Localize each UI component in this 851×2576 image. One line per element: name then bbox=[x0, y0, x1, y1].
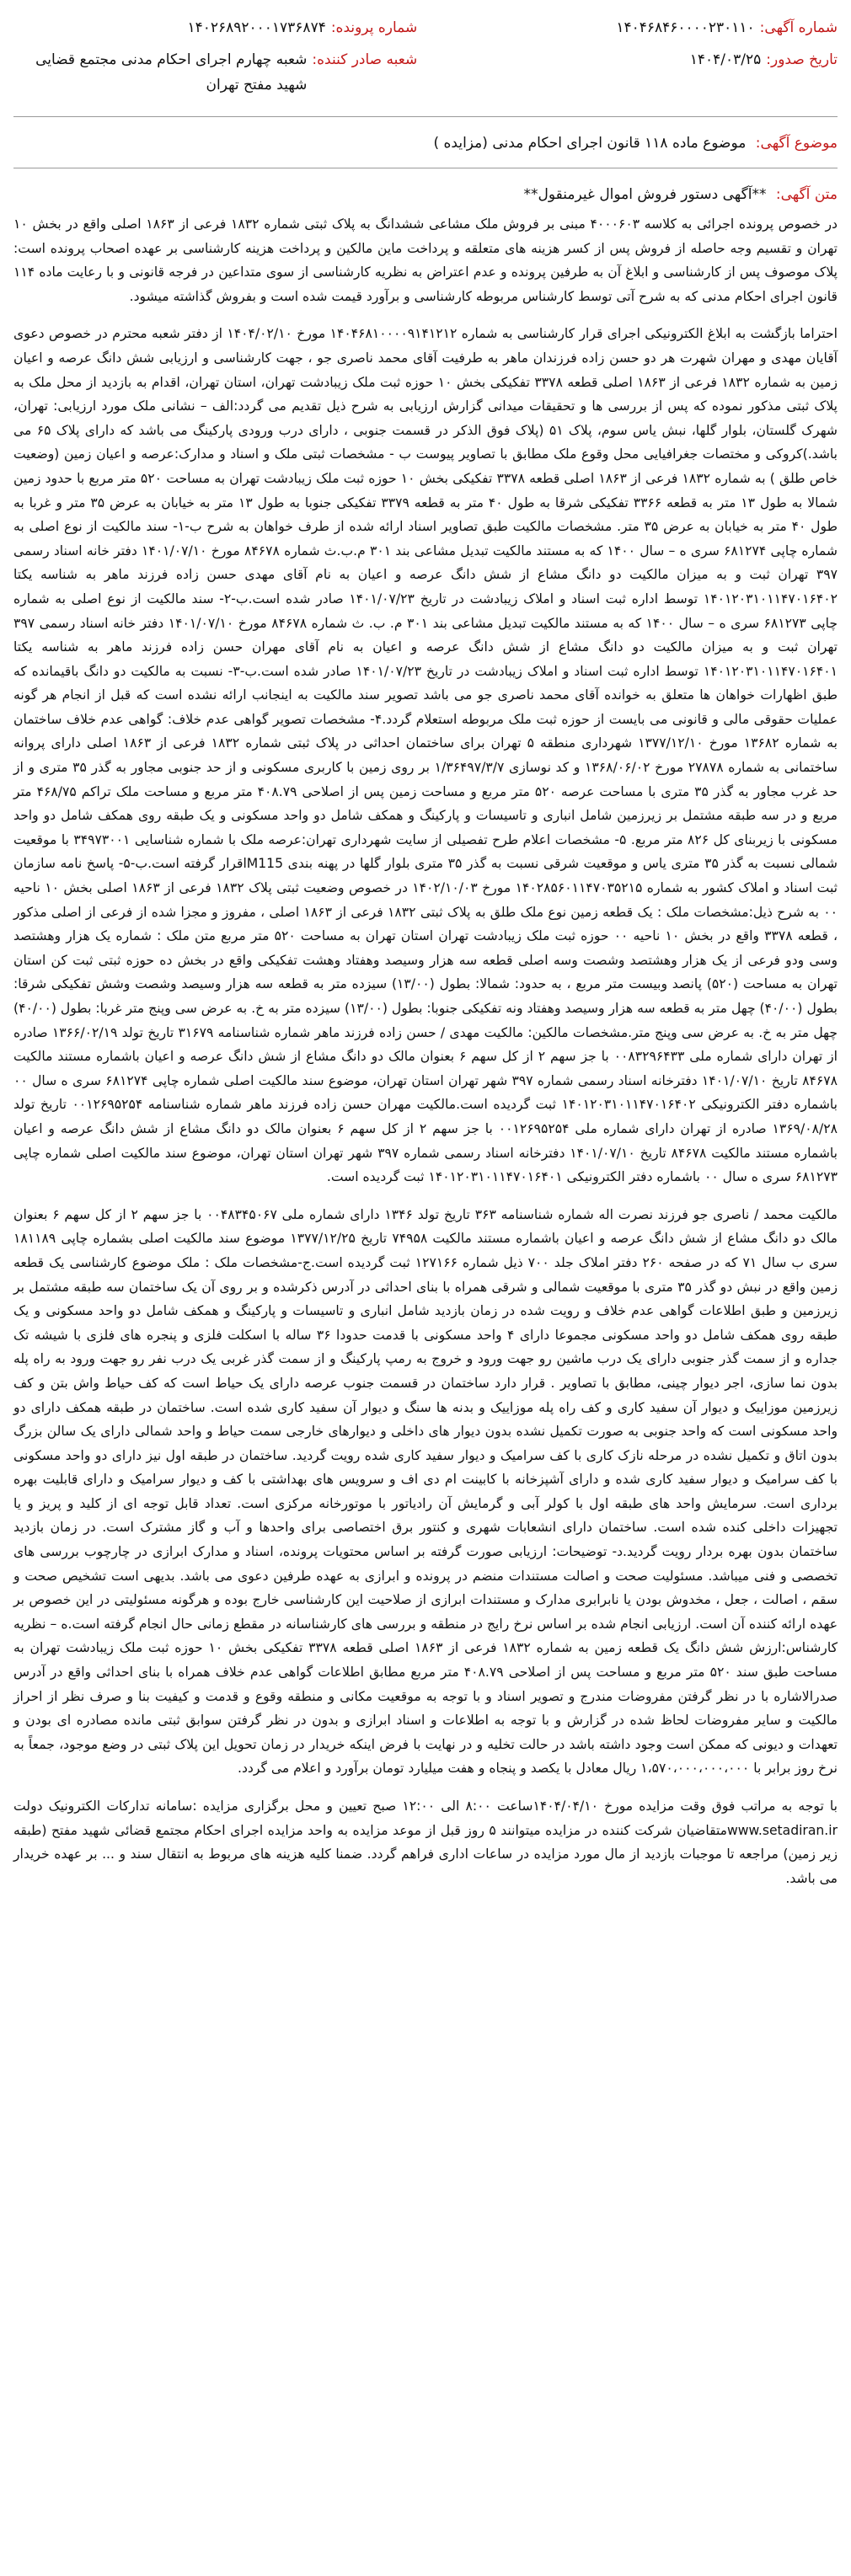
case-number-label: شماره پرونده: bbox=[330, 19, 418, 36]
paragraph-intro: در خصوص پرونده اجرائی به کلاسه ۴۰۰۰۶۰۳ مبنی بر فروش ملک مشاعی ششدانگ به پلاک ثبتی شماره ۱۸۳۲ فرعی از ۱۸۶۳ اصلی واقع در بخش ۱۰ تهران و تقسیم وجه حاصله از فروش پس از کسر هزینه های متعلقه و پرداخت ماین مالکین و پرداخت هزینه کارشناسی بر عهده اصحاب پرونده است: پلاک موصوف پس از کارشناسی و ابلاغ آن به طرفین پرونده و عدم اعتراض به نظریه کارشناسی از سوی متداعین در فرجه قانونی و با رعایت ماده ۱۱۴ قانون اجرای احکام مدنی که به شرح آتی توسط کارشناس مربوطه کارشناسی و برآورد قیمت شده است و بفروش گذاشته میشود. bbox=[13, 216, 838, 304]
issue-date-row bbox=[434, 47, 838, 72]
subject-row bbox=[13, 131, 838, 156]
issuing-branch: شعبه چهارم اجرای احکام مدنی مجتمع قضایی شهید مفتح تهران bbox=[35, 51, 308, 94]
ad-number-row bbox=[434, 15, 838, 40]
case-number-row bbox=[13, 15, 417, 40]
body-heading-value: **آگهی دستور فروش اموال غیرمنقول** bbox=[523, 186, 767, 203]
paragraph-expert-report: احتراما بازگشت به ابلاغ الکترونیکی اجرای قرار کارشناسی به شماره ۱۴۰۴۶۸۱۰۰۰۰۹۱۴۱۲۱۲ مورخ ۱۴۰۴/۰۲/۱۰ از دفتر شعبه محترم در خصوص دعوی آقایان مهدی و مهران شهرت هر دو حسن زاده فرزندان ماهر به طرفیت آقای محمد ناصری جو ، جهت کارشناسی و ارزیابی شش دانگ عرصه و اعیان زمین به شماره ۱۸۳۲ فرعی از ۱۸۶۳ اصلی قطعه ۳۳۷۸ تفکیکی بخش ۱۰ حوزه ثبت ملک زیبادشت تهران، استان تهران، اقدام به بازدید از محل ملک به پلاک ثبتی مذکور نموده که پس از بررسی ها و تحقیقات میدانی گزارش ارزیابی به شرح ذیل تقدیم می گردد:الف – نشانی ملک مورد ارزیابی: تهران، شهرک گلستان، بلوار گلها، نبش یاس سوم، پلاک ۵۱ (پلاک فوق الذکر در قسمت جنوبی ، دارای درب ورودی پارکینگ می باشد که دارای پلاک ۶۵ می باشد.)کروکی و مختصات جغرافیایی محل وقوع ملک مطابق با تصاویر پیوست ب - مشخصات ثبتی ملک و اسناد و مدارک:عرصه و اعیان زمین (وضعیت خاص طلق ) به شماره ۱۸۳۲ فرعی از ۱۸۶۳ اصلی قطعه ۳۳۷۸ تفکیکی بخش ۱۰ حوزه ثبت ملک زیبادشت تهران به مساحت ۵۲۰ متر مربع با حدود زمین شمالا به طول ۱۳ متر به قطعه ۳۳۶۶ تفکیکی شرقا به طول ۴۰ متر به قطعه ۳۳۷۹ تفکیکی جنوبا به طول ۱۳ متر به خیابان به عرض ۳۵ متر و غربا به طول ۴۰ متر به خیابان به عرض ۳۵ متر. مشخصات مالکیت طبق تصاویر اسناد ارائه شده از طرف خواهان به شرح ب-۱- سند مالکیت از نوع اصلی به شماره چاپی ۶۸۱۲۷۴ سری ه – سال ۱۴۰۰ که به مستند مالکیت تبدیل مشاعی بند ۳۰۱ م.ب.ث شماره ۸۴۶۷۸ مورخ ۱۴۰۱/۰۷/۱۰ دفتر خانه اسناد رسمی ۳۹۷ تهران ثبت و به میزان مالکیت دو دانگ مشاع از شش دانگ عرصه و اعیان به نام آقای مهدی حسن زاده فرزند ماهر به شناسه یکتا ۱۴۰۱۲۰۳۱۰۱۱۴۷۰۱۶۴۰۲ توسط اداره ثبت اسناد و املاک زیبادشت در تاریخ ۱۴۰۱/۰۷/۲۳ صادر شده است.ب-۲- سند مالکیت از نوع اصلی به شماره چاپی ۶۸۱۲۷۳ سری ه – سال ۱۴۰۰ که به مستند مالکیت تبدیل مشاعی بند ۳۰۱ م. ب. ث شماره ۸۴۶۷۸ مورخ ۱۴۰۱/۰۷/۱۰ دفتر خانه اسناد رسمی ۳۹۷ تهران ثبت و به میزان مالکیت دو دانگ مشاع از شش دانگ عرصه و اعیان به نام آقای مهران حسن زاده فرزند ماهر به شناسه یکتا ۱۴۰۱۲۰۳۱۰۱۱۴۷۰۱۶۴۰۱ توسط اداره ثبت اسناد و املاک زیبادشت در تاریخ ۱۴۰۱/۰۷/۲۳ صادر شده است.ب-۳- نسبت به مالکیت دو دانگ باقیمانده که طبق اظهارات خواهان ها متعلق به خوانده آقای محمد ناصری جو می باشد تصویر سند مالکیت به اینجانب ارائه نشده است که قبل از انجام هر گونه عملیات حقوقی مالی و قانونی می بایست از حوزه ثبت ملک مربوطه استعلام گردد.۴- مشخصات تصویر گواهی عدم خلاف: گواهی عدم خلاف ساختمان به شماره ۱۳۶۸۲ مورخ ۱۳۷۷/۱۲/۱۰ شهرداری منطقه ۵ تهران برای ساختمان احداثی در پلاک ثبتی شماره ۱۸۳۲ فرعی از ۱۸۶۳ اصلی دارای پروانه ساختمانی به شماره ۲۷۸۷۸ مورخ ۱۳۶۸/۰۶/۰۲ و کد نوسازی ۱/۳۶۴۹۷/۳/۷ بر روی زمین با کاربری مسکونی و از حد جنوبی مجاور به گذر ۳۵ متری و از حد غرب مجاور به گذر ۳۵ متری با مساحت عرصه ۵۲۰ متر مربع و مساحت زمین پس از اصلاحی ۴۰۸.۷۹ متر مربع و مساحت ملک تراکم ۴۶۸/۷۵ متر مربع و در سه طبقه مشتمل بر زیرزمین شامل انباری و تاسیسات و پارکینگ و همکف شامل دو واحد مسکونی و یک طبقه روی همکف شامل دو واحد مسکونی با زیربنای کل ۸۲۶ متر مربع. ۵- مشخصات اعلام طرح تفصیلی از سایت شهرداری تهران:عرصه ملک با شماره شناسایی ۳۴۹۷۳۰۰۱ با موقعیت شمالی نسبت به گذر ۳۵ متری یاس و موقعیت شرقی نسبت به گذر ۳۵ متری بلوار گلها در پهنه بندی M115اقرار گرفته است.ب-۵- پاسخ نامه سازمان ثبت اسناد و املاک کشور به شماره ۱۴۰۲۸۵۶۰۱۱۴۷۰۳۵۲۱۵ مورخ ۱۴۰۲/۱۰/۰۳ در خصوص وضعیت ثبتی پلاک ۱۸۳۲ فرعی از ۱۸۶۳ اصلی بخش ۱۰ ناحیه ۰۰ به شرح ذیل:مشخصات ملک : یک قطعه زمین نوع ملک طلق به پلاک ثبتی ۱۸۳۲ فرعی از ۱۸۶۳ اصلی ، مفروز و مجزا شده از فرعی از اصلی مذکور ، قطعه ۳۳۷۸ واقع در بخش ۱۰ ناحیه ۰۰ حوزه ثبت ملک زیبادشت تهران استان تهران به مساحت ۵۲۰ متر مربع متن ملک : شماره یک هزار وهشتصد وسی ودو فرعی از یک هزار وهشتصد وشصت وسه اصلی قطعه سه هزار وسیصد وهفتاد وهشت تفکیکی واقع در بخش ده حوزه ثبتی ثبت کن استان تهران به مساحت (۵۲۰) پانصد وبیست متر مربع ، به حدود: شمالا: بطول (۱۳/۰۰) سیزده متر به قطعه سه هزار وسیصد وشصت وشش تفکیکی شرقا: بطول (۴۰/۰۰) چهل متر به قطعه سه هزار وسیصد وهفتاد ونه تفکیکی جنوبا: بطول (۱۳/۰۰) سیزده متر به خ. به عرض سی وپنج متر غربا: بطول (۴۰/۰۰) چهل متر به خ. به عرض سی وپنج متر.مشخصات مالکین: مالکیت مهدی / حسن زاده فرزند ماهر شماره شناسنامه ۳۱۶۷۹ تاریخ تولد ۱۳۶۶/۰۲/۱۹ صادره از تهران دارای شماره ملی ۰۰۸۳۲۹۶۴۳۳ با جز سهم ۲ از کل سهم ۶ بعنوان مالک دو دانگ مشاع از شش دانگ عرصه و اعیان باشماره مستند مالکیت ۸۴۶۷۸ تاریخ ۱۴۰۱/۰۷/۱۰ دفترخانه اسناد رسمی شماره ۳۹۷ شهر تهران استان تهران، موضوع سند مالکیت اصلی شماره چاپی ۶۸۱۲۷۴ سری ه سال ۰۰ باشماره دفتر الکترونیکی ۱۴۰۱۲۰۳۱۰۱۱۴۷۰۱۶۴۰۲ ثبت گردیده است.مالکیت مهران حسن زاده فرزند ماهر شماره شناسنامه ۰۰۱۲۶۹۵۲۵۴ تاریخ تولد ۱۳۶۹/۰۸/۲۸ صادره از تهران دارای شماره ملی ۰۰۱۲۶۹۵۲۵۴ با جز سهم ۲ از کل سهم ۶ بعنوان مالک دو دانگ مشاع از شش دانگ عرصه و اعیان باشماره مستند مالکیت ۸۴۶۷۸ تاریخ ۱۴۰۱/۰۷/۱۰ دفترخانه اسناد رسمی شماره ۳۹۷ شهر تهران استان تهران، موضوع سند مالکیت اصلی شماره چاپی ۶۸۱۲۷۳ سری ه سال ۰۰ باشماره دفتر الکترونیکی ۱۴۰۱۲۰۳۱۰۱۱۴۷۰۱۶۴۰۱ ثبت گردیده است. bbox=[13, 326, 838, 1185]
case-number: ۱۴۰۲۶۸۹۲۰۰۰۱۷۳۶۸۷۴ bbox=[187, 19, 326, 36]
notice-body bbox=[13, 212, 838, 1890]
issuing-branch-label: شعبه صادر کننده: bbox=[312, 51, 418, 68]
ad-number: ۱۴۰۴۶۸۴۶۰۰۰۰۲۳۰۱۱۰ bbox=[616, 19, 755, 36]
paragraph-auction-time: با توجه به مراتب فوق وقت مزایده مورخ ۱۴۰۴/۰۴/۱۰ساعت ۸:۰۰ الی ۱۲:۰۰ صبح تعیین و محل برگزاری مزایده :سامانه تدارکات الکترونیک دولت www.setadiran.irمتقاضیان شرکت کننده در مزایده میتوانند ۵ روز قبل از موعد مزایده به واحد مزایده اجرای احکام مجتمع قضائی شهید مفتح (طبقه زیر زمین) مراجعه تا موجبات بازدید از مال مورد مزایده در ساعات اداری فراهم گردد. ضمنا کلیه هزینه های مربوط به انتقال سند و ... بر عهده خریدار می باشد. bbox=[13, 1798, 838, 1886]
header-divider bbox=[13, 116, 838, 117]
issuing-branch-row bbox=[13, 47, 417, 98]
subject-label: موضوع آگهی: bbox=[755, 135, 838, 152]
notice-header bbox=[13, 15, 838, 104]
ad-number-label: شماره آگهی: bbox=[759, 19, 838, 36]
subject-value: موضوع ماده ۱۱۸ قانون اجرای احکام مدنی (مزایده ) bbox=[433, 135, 747, 152]
header-left-column bbox=[13, 15, 417, 104]
body-heading-row bbox=[13, 182, 838, 207]
paragraph-property-details: مالکیت محمد / ناصری جو فرزند نصرت اله شماره شناسنامه ۳۶۳ تاریخ تولد ۱۳۴۶ دارای شماره ملی ۰۰۴۸۳۴۵۰۶۷ با جز سهم ۲ از کل سهم ۶ بعنوان مالک دو دانگ مشاع از شش دانگ عرصه و اعیان باشماره مستند مالکیت ۷۴۹۵۸ تاریخ ۱۳۷۷/۱۲/۲۵ موضوع سند مالکیت اصلی بشماره چاپی ۱۸۱۱۸۹ سری ب سال ۷۱ که در صفحه ۲۶۰ دفتر املاک جلد ۷۰۰ ذیل شماره ۱۲۷۱۶۶ ثبت گردیده است.ج-مشخصات ملک : ملک موضوع کارشناسی یک قطعه زمین واقع در نبش دو گذر ۳۵ متری با موقعیت شمالی و شرقی همراه با بنای احداثی در آدرس ذکرشده و بر روی آن یک ساختمان سه طبقه مشتمل بر زیرزمین و طبق اطلاعات گواهی عدم خلاف و رویت شده در زمان بازدید شامل انباری و تاسیسات و پارکینگ و همکف شامل دو واحد مسکونی و یک طبقه روی همکف شامل دو واحد مسکونی مجموعا دارای ۴ واحد مسکونی با قدمت حدودا ۳۶ ساله با اسکلت فلزی و پنجره های فلزی با شیشه تک جداره و از سمت گذر جنوبی دارای یک درب ماشین رو جهت ورود و خروج به رمپ پارکینگ و از سمت گذر غربی یک درب نفر رو جهت ورود به راه پله بدون نما سازی، اجر دیوار چینی، مطابق با تصاویر . قرار دارد ساختمان در قسمت جنوب عرصه دارای یک حیاط است که کف حیاط واش بتن و کف زیرزمین موزاییک و دیوار آن سفید کاری و کف راه پله موزاییک و بدنه ها سنگ و دیوار آن سفید کاری شده است. ساختمان در طبقه همکف دارای دو واحد مسکونی است که واحد جنوبی به صورت تکمیل نشده بدون دیوار های داخلی و دیوارهای خارجی سمت حیاط و واحد شمالی دارای یک سالن بزرگ بدون اتاق و تکمیل نشده در مرحله نازک کاری با کف سرامیک و دیوار سفید کاری شده رویت گردید. ساختمان در طبقه اول نیز دارای دو واحد مسکونی با کف سرامیک و دیوار سفید کاری شده و دارای آشپزخانه با کابینت ام دی اف و سرویس های بهداشتی با کف و دیوار سرامیک و دارای قابلیت بهره برداری است. سرمایش واحد های طبقه اول با کولر آبی و گرمایش آن رادیاتور با موتورخانه مرکزی است. تعداد قابل توجه ای از کلید و پریز و یا تجهیزات داخلی کنده شده است. ساختمان دارای انشعابات شهری و کنتور برق اختصاصی برای واحدها و آب و گاز مشترک است. در زمان بازدید ساختمان بدون بهره بردار رویت گردید.د- توضیحات: ارزیابی صورت گرفته بر اساس محتویات پرونده، اسناد و مدارک ابرازی در چارچوب بررسی های تخصصی و فنی میباشد. مسئولیت صحت و اصالت مستندات منضم در پرونده و ابرازی به عهده طرفین دعوی می باشد. بدیهی است تشخیص صحت و سقم ، اصالت ، جعل ، مخدوش بودن یا نابرابری مدارک و مستندات ابرازی از صلاحیت این کارشناسی خارج بوده و هرگونه مسئولیتی در این خصوص بر عهده ارائه کننده آن است. ارزیابی انجام شده بر اساس نرخ رایج در منطقه و بررسی های کارشناسانه در مقطع زمانی حال انجام گرفته است.ه – نظریه کارشناس:ارزش شش دانگ یک قطعه زمین به شماره ۱۸۳۲ فرعی از ۱۸۶۳ اصلی قطعه ۳۳۷۸ تفکیکی بخش ۱۰ حوزه ثبت ملک زیبادشت تهران به مساحت طبق سند ۵۲۰ متر مربع و مساحت پس از اصلاحی ۴۰۸.۷۹ متر مربع مطابق اطلاعات گواهی عدم خلاف همراه با بنای احداثی واقع در آدرس صدرالاشاره با در نظر گرفتن مفروضات مندرج و تصویر اسناد و با توجه به موقعیت مکانی و منطقه وقوع و قدمت و کیفیت بنا و صرف نظر از احراز مالکیت و سایر مفروضات لحاظ شده در گزارش و با توجه به اطلاعات و اسناد ابرازی و بدون در نظر گرفتن سوابق ثبتی مانده مصادره ای بودن و تعهدات و دیونی که ممکن است وجود داشته باشد در حالت تخلیه و در نهایت با فرض اینکه خریدار در زمان تحویل این پلاک ثبتی در وضع موجود، جمعاً به نرخ روز برابر با ۱،۵۷۰،۰۰۰،۰۰۰،۰۰۰ ریال معادل با یکصد و پنجاه و هفت میلیارد تومان برآورد و اعلام می گردد. bbox=[13, 1206, 838, 1777]
issue-date: ۱۴۰۴/۰۳/۲۵ bbox=[689, 51, 762, 68]
header-right-column bbox=[434, 15, 838, 104]
body-heading-label: متن آگهی: bbox=[775, 186, 838, 203]
issue-date-label: تاریخ صدور: bbox=[766, 51, 838, 68]
